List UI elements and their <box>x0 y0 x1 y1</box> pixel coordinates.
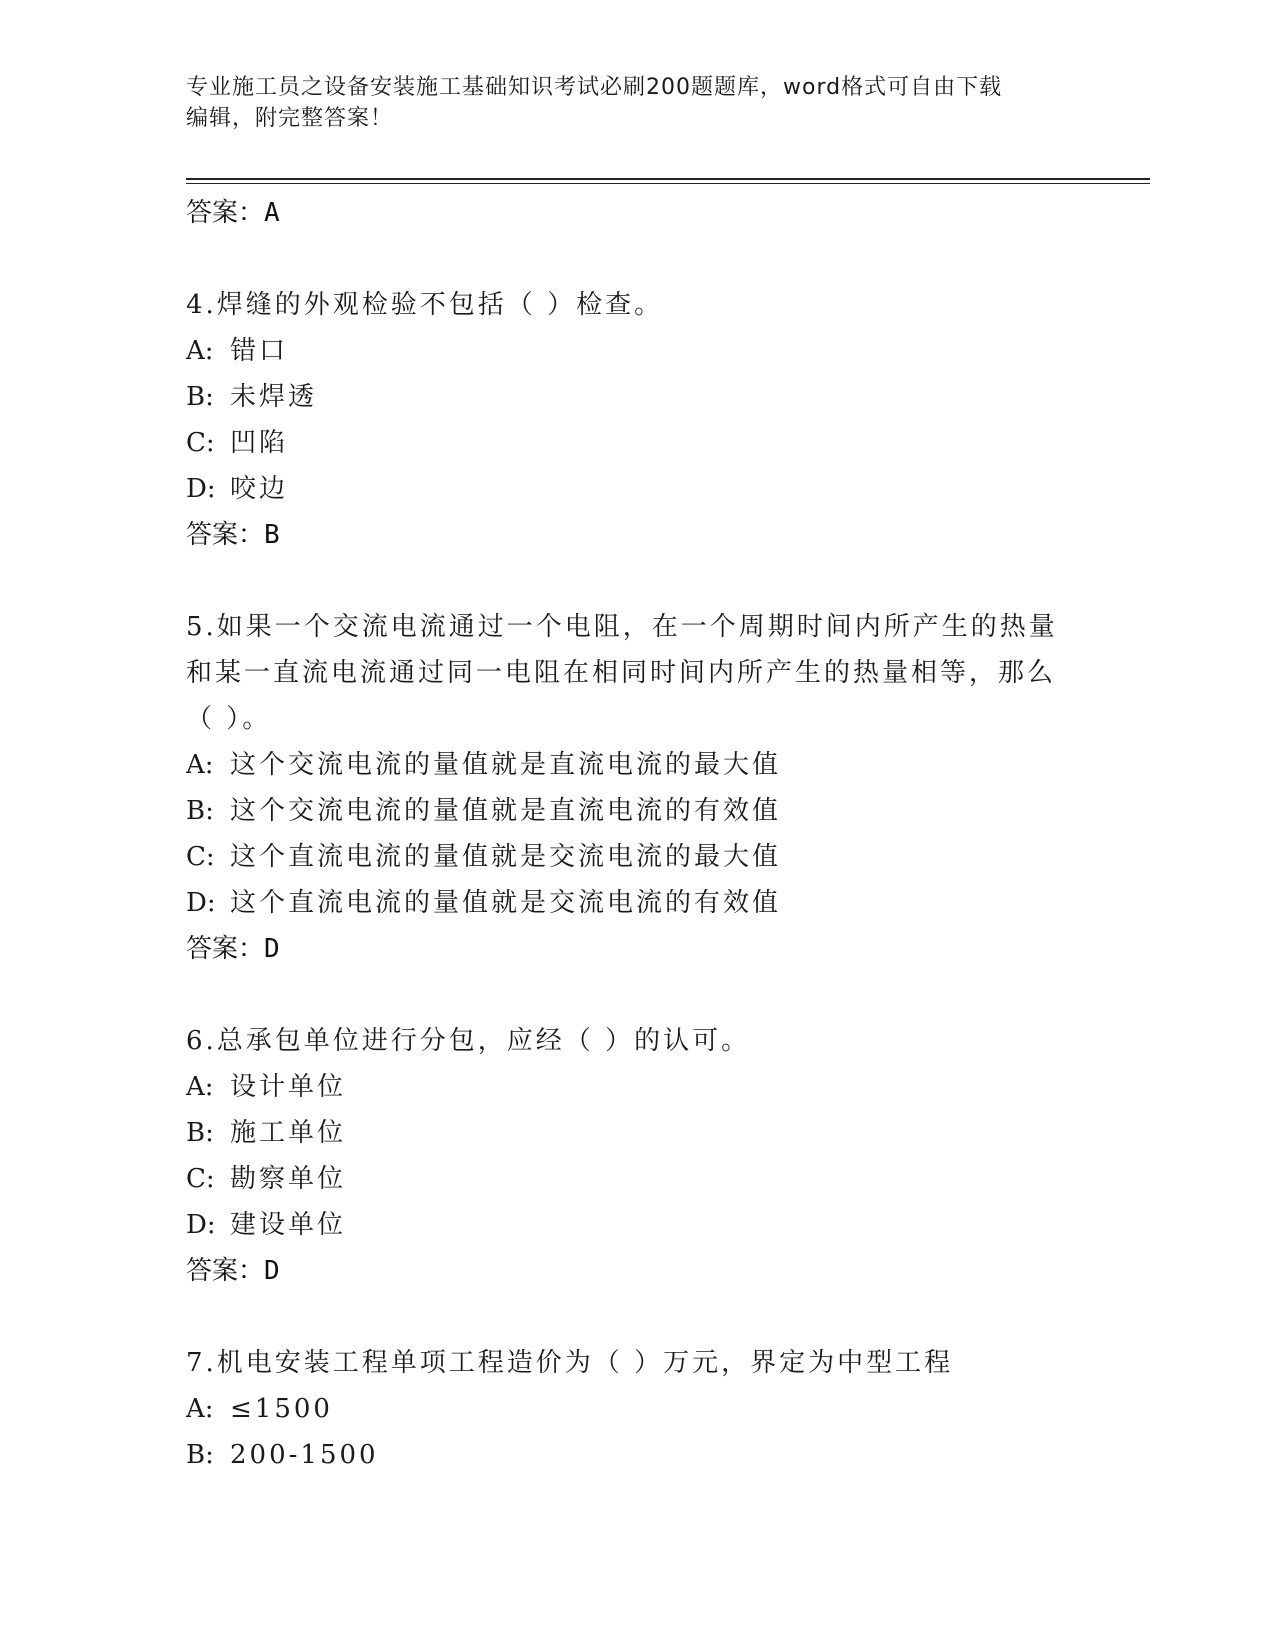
option-text: 这个交流电流的量值就是直流电流的最大值 <box>230 750 782 780</box>
option-text: 未焊透 <box>230 382 318 412</box>
question-stem: 6.总承包单位进行分包，应经（ ）的认可。 <box>186 1026 751 1056</box>
option-key: D: <box>186 474 216 504</box>
answer-label: 答案： <box>186 520 265 550</box>
option-key: A: <box>186 750 214 780</box>
option-text: 咬边 <box>230 474 289 504</box>
option-d <box>186 880 1086 926</box>
answer-label: 答案： <box>186 934 265 964</box>
option-a <box>186 1064 1086 1110</box>
question-4 <box>186 282 1086 558</box>
option-a <box>186 1386 1086 1432</box>
option-text: 错口 <box>230 336 289 366</box>
option-c <box>186 834 1086 880</box>
option-text: 凹陷 <box>230 428 289 458</box>
header-divider-thin <box>186 183 1150 184</box>
option-key: C: <box>186 842 215 872</box>
question-stem: 4.焊缝的外观检验不包括（ ）检查。 <box>186 290 664 320</box>
option-text: 勘察单位 <box>230 1164 347 1194</box>
header-title-line-2: 编辑，附完整答案！ <box>186 106 394 131</box>
header-title-line-1: 专业施工员之设备安装施工基础知识考试必刷200题题库，word格式可自由下载 <box>186 75 1003 100</box>
option-key: B: <box>186 796 214 826</box>
answer-line <box>186 1248 1086 1294</box>
answer-value: A <box>264 198 280 228</box>
answer-line <box>186 512 1086 558</box>
answer-label: 答案： <box>186 198 265 228</box>
option-c <box>186 1156 1086 1202</box>
question-7 <box>186 1340 1086 1478</box>
answer-value: D <box>264 1256 280 1286</box>
option-key: B: <box>186 382 214 412</box>
question-stem-line-2: 和某一直流电流通过同一电阻在相同时间内所产生的热量相等，那么 <box>186 658 1057 688</box>
option-a <box>186 742 1086 788</box>
answer-label: 答案： <box>186 1256 265 1286</box>
question-5 <box>186 604 1086 972</box>
option-key: C: <box>186 1164 215 1194</box>
option-key: D: <box>186 888 216 918</box>
option-c <box>186 420 1086 466</box>
answer-line <box>186 190 1086 236</box>
answer-value: D <box>264 934 280 964</box>
option-b <box>186 1110 1086 1156</box>
answer-line <box>186 926 1086 972</box>
answer-value: B <box>264 520 280 550</box>
option-text: 这个直流电流的量值就是交流电流的有效值 <box>230 888 782 918</box>
question-stem-line-1: 5.如果一个交流电流通过一个电阻，在一个周期时间内所产生的热量 <box>186 612 1058 642</box>
option-key: B: <box>186 1440 214 1470</box>
option-text: 200-1500 <box>230 1440 379 1470</box>
option-key: A: <box>186 336 214 366</box>
option-b <box>186 788 1086 834</box>
question-stem: 7.机电安装工程单项工程造价为（ ）万元，界定为中型工程 <box>186 1348 954 1378</box>
option-text: 设计单位 <box>230 1072 347 1102</box>
option-text: 建设单位 <box>230 1210 347 1240</box>
option-key: A: <box>186 1394 214 1424</box>
option-b <box>186 374 1086 420</box>
question-stem-line-3: （ ）。 <box>186 704 272 734</box>
option-a <box>186 328 1086 374</box>
option-b <box>186 1432 1086 1478</box>
option-text: 这个直流电流的量值就是交流电流的最大值 <box>230 842 782 872</box>
option-key: C: <box>186 428 215 458</box>
option-key: A: <box>186 1072 214 1102</box>
document-body <box>186 190 1086 1478</box>
option-key: B: <box>186 1118 214 1148</box>
option-text: 这个交流电流的量值就是直流电流的有效值 <box>230 796 782 826</box>
option-key: D: <box>186 1210 216 1240</box>
document-header <box>186 72 1086 134</box>
header-divider-thick <box>186 178 1150 180</box>
question-6 <box>186 1018 1086 1294</box>
option-text: ≤1500 <box>230 1394 333 1424</box>
option-text: 施工单位 <box>230 1118 347 1148</box>
option-d <box>186 1202 1086 1248</box>
option-d <box>186 466 1086 512</box>
